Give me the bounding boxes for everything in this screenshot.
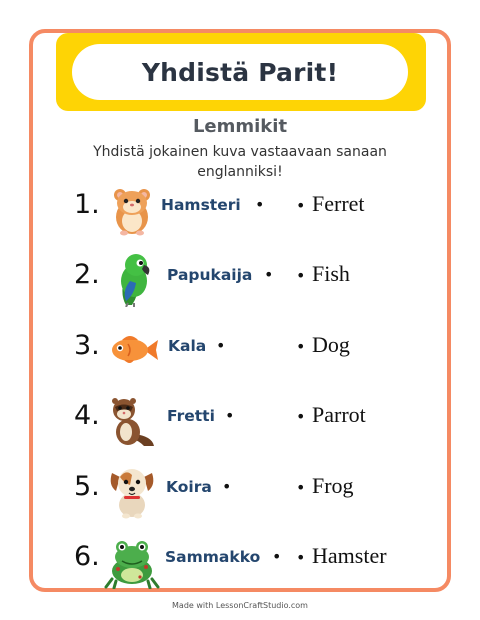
english-word: Ferret <box>312 191 365 216</box>
row-number: 4. <box>74 400 100 431</box>
row-number: 3. <box>74 330 100 361</box>
finnish-bullet[interactable]: • <box>264 265 274 284</box>
parrot-icon <box>104 251 160 307</box>
match-row-1 <box>0 181 480 241</box>
finnish-bullet[interactable]: • <box>272 547 282 566</box>
match-row-4 <box>0 392 480 452</box>
english-bullet[interactable]: • <box>296 266 306 285</box>
fish-icon <box>104 322 160 378</box>
title-pill <box>72 44 408 100</box>
english-bullet[interactable]: • <box>296 337 306 356</box>
finnish-word: Hamsteri <box>161 196 241 214</box>
finnish-bullet[interactable]: • <box>225 406 235 425</box>
finnish-word: Sammakko <box>165 548 261 566</box>
match-row-6 <box>0 533 480 593</box>
finnish-bullet[interactable]: • <box>216 336 226 355</box>
match-row-2 <box>0 251 480 311</box>
english-word: Frog <box>312 473 354 498</box>
row-number: 5. <box>74 471 100 502</box>
frog-icon <box>104 533 160 589</box>
english-bullet[interactable]: • <box>296 478 306 497</box>
finnish-bullet[interactable]: • <box>222 477 232 496</box>
ferret-icon <box>104 392 160 448</box>
english-bullet[interactable]: • <box>296 196 306 215</box>
row-number: 6. <box>74 541 100 572</box>
row-number: 1. <box>74 189 100 220</box>
match-row-3 <box>0 322 480 382</box>
match-row-5 <box>0 463 480 523</box>
finnish-word: Fretti <box>167 407 215 425</box>
finnish-word: Koira <box>166 478 212 496</box>
english-word: Parrot <box>312 402 366 427</box>
hamster-icon <box>104 181 160 237</box>
finnish-bullet[interactable]: • <box>255 195 265 214</box>
page-title: Yhdistä Parit! <box>141 57 339 87</box>
row-number: 2. <box>74 259 100 290</box>
english-word: Hamster <box>312 543 387 568</box>
english-word: Dog <box>312 332 350 357</box>
english-word: Fish <box>312 261 350 286</box>
worksheet-subtitle: Lemmikit <box>192 116 288 137</box>
instructions-text: Yhdistä jokainen kuva vastaavaan sanaan englanniksi! <box>93 144 387 180</box>
english-bullet[interactable]: • <box>296 548 306 567</box>
footer-credit: Made with LessonCraftStudio.com <box>172 601 308 610</box>
finnish-word: Papukaija <box>167 266 253 284</box>
english-bullet[interactable]: • <box>296 407 306 426</box>
dog-icon <box>104 463 160 519</box>
finnish-word: Kala <box>168 337 207 355</box>
